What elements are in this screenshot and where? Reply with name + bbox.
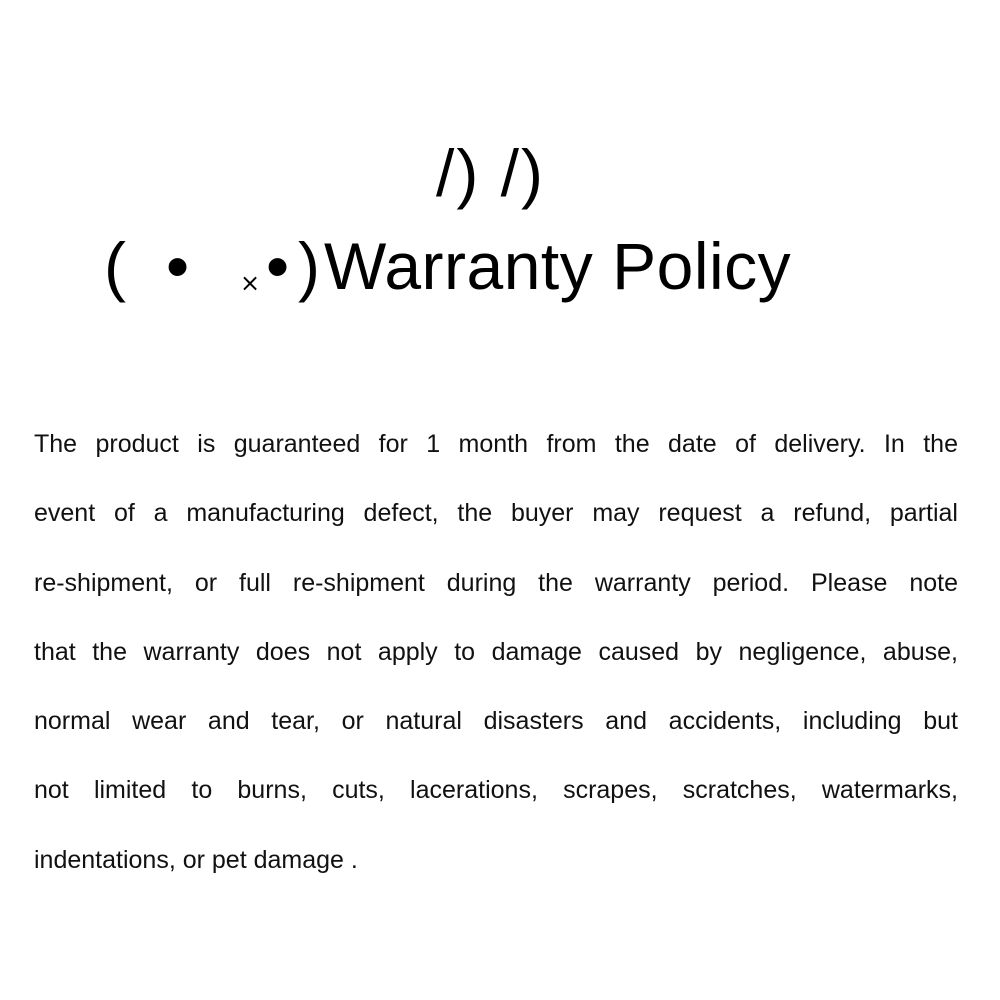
policy-line: event of a manufacturing defect, the buyer may request a refund, partial bbox=[34, 499, 958, 528]
title-block bbox=[0, 0, 1000, 340]
face-mouth: × bbox=[240, 269, 261, 297]
face-eye-right: • bbox=[266, 229, 290, 303]
policy-line: normal wear and tear, or natural disasters and accidents, including but bbox=[34, 707, 958, 736]
policy-line: re-shipment, or full re-shipment during the warranty period. Please note bbox=[34, 568, 958, 597]
policy-line: indentations, or pet damage . bbox=[34, 845, 358, 874]
face-paren-close: ) bbox=[298, 229, 320, 303]
policy-line: The product is guaranteed for 1 month from the date of delivery. In the bbox=[34, 430, 958, 458]
page-title: Warranty Policy bbox=[324, 229, 792, 303]
face-eye-left: • bbox=[166, 229, 190, 303]
policy-line: not limited to burns, cuts, lacerations, scrapes, scratches, watermarks, bbox=[34, 776, 958, 805]
title-row bbox=[104, 229, 864, 323]
face-paren-open: ( bbox=[104, 229, 126, 303]
policy-line: that the warranty does not apply to damage caused by negligence, abuse, bbox=[34, 637, 958, 666]
bunny-ears-emoticon: /) /) bbox=[436, 136, 545, 210]
policy-paragraph bbox=[34, 410, 958, 895]
